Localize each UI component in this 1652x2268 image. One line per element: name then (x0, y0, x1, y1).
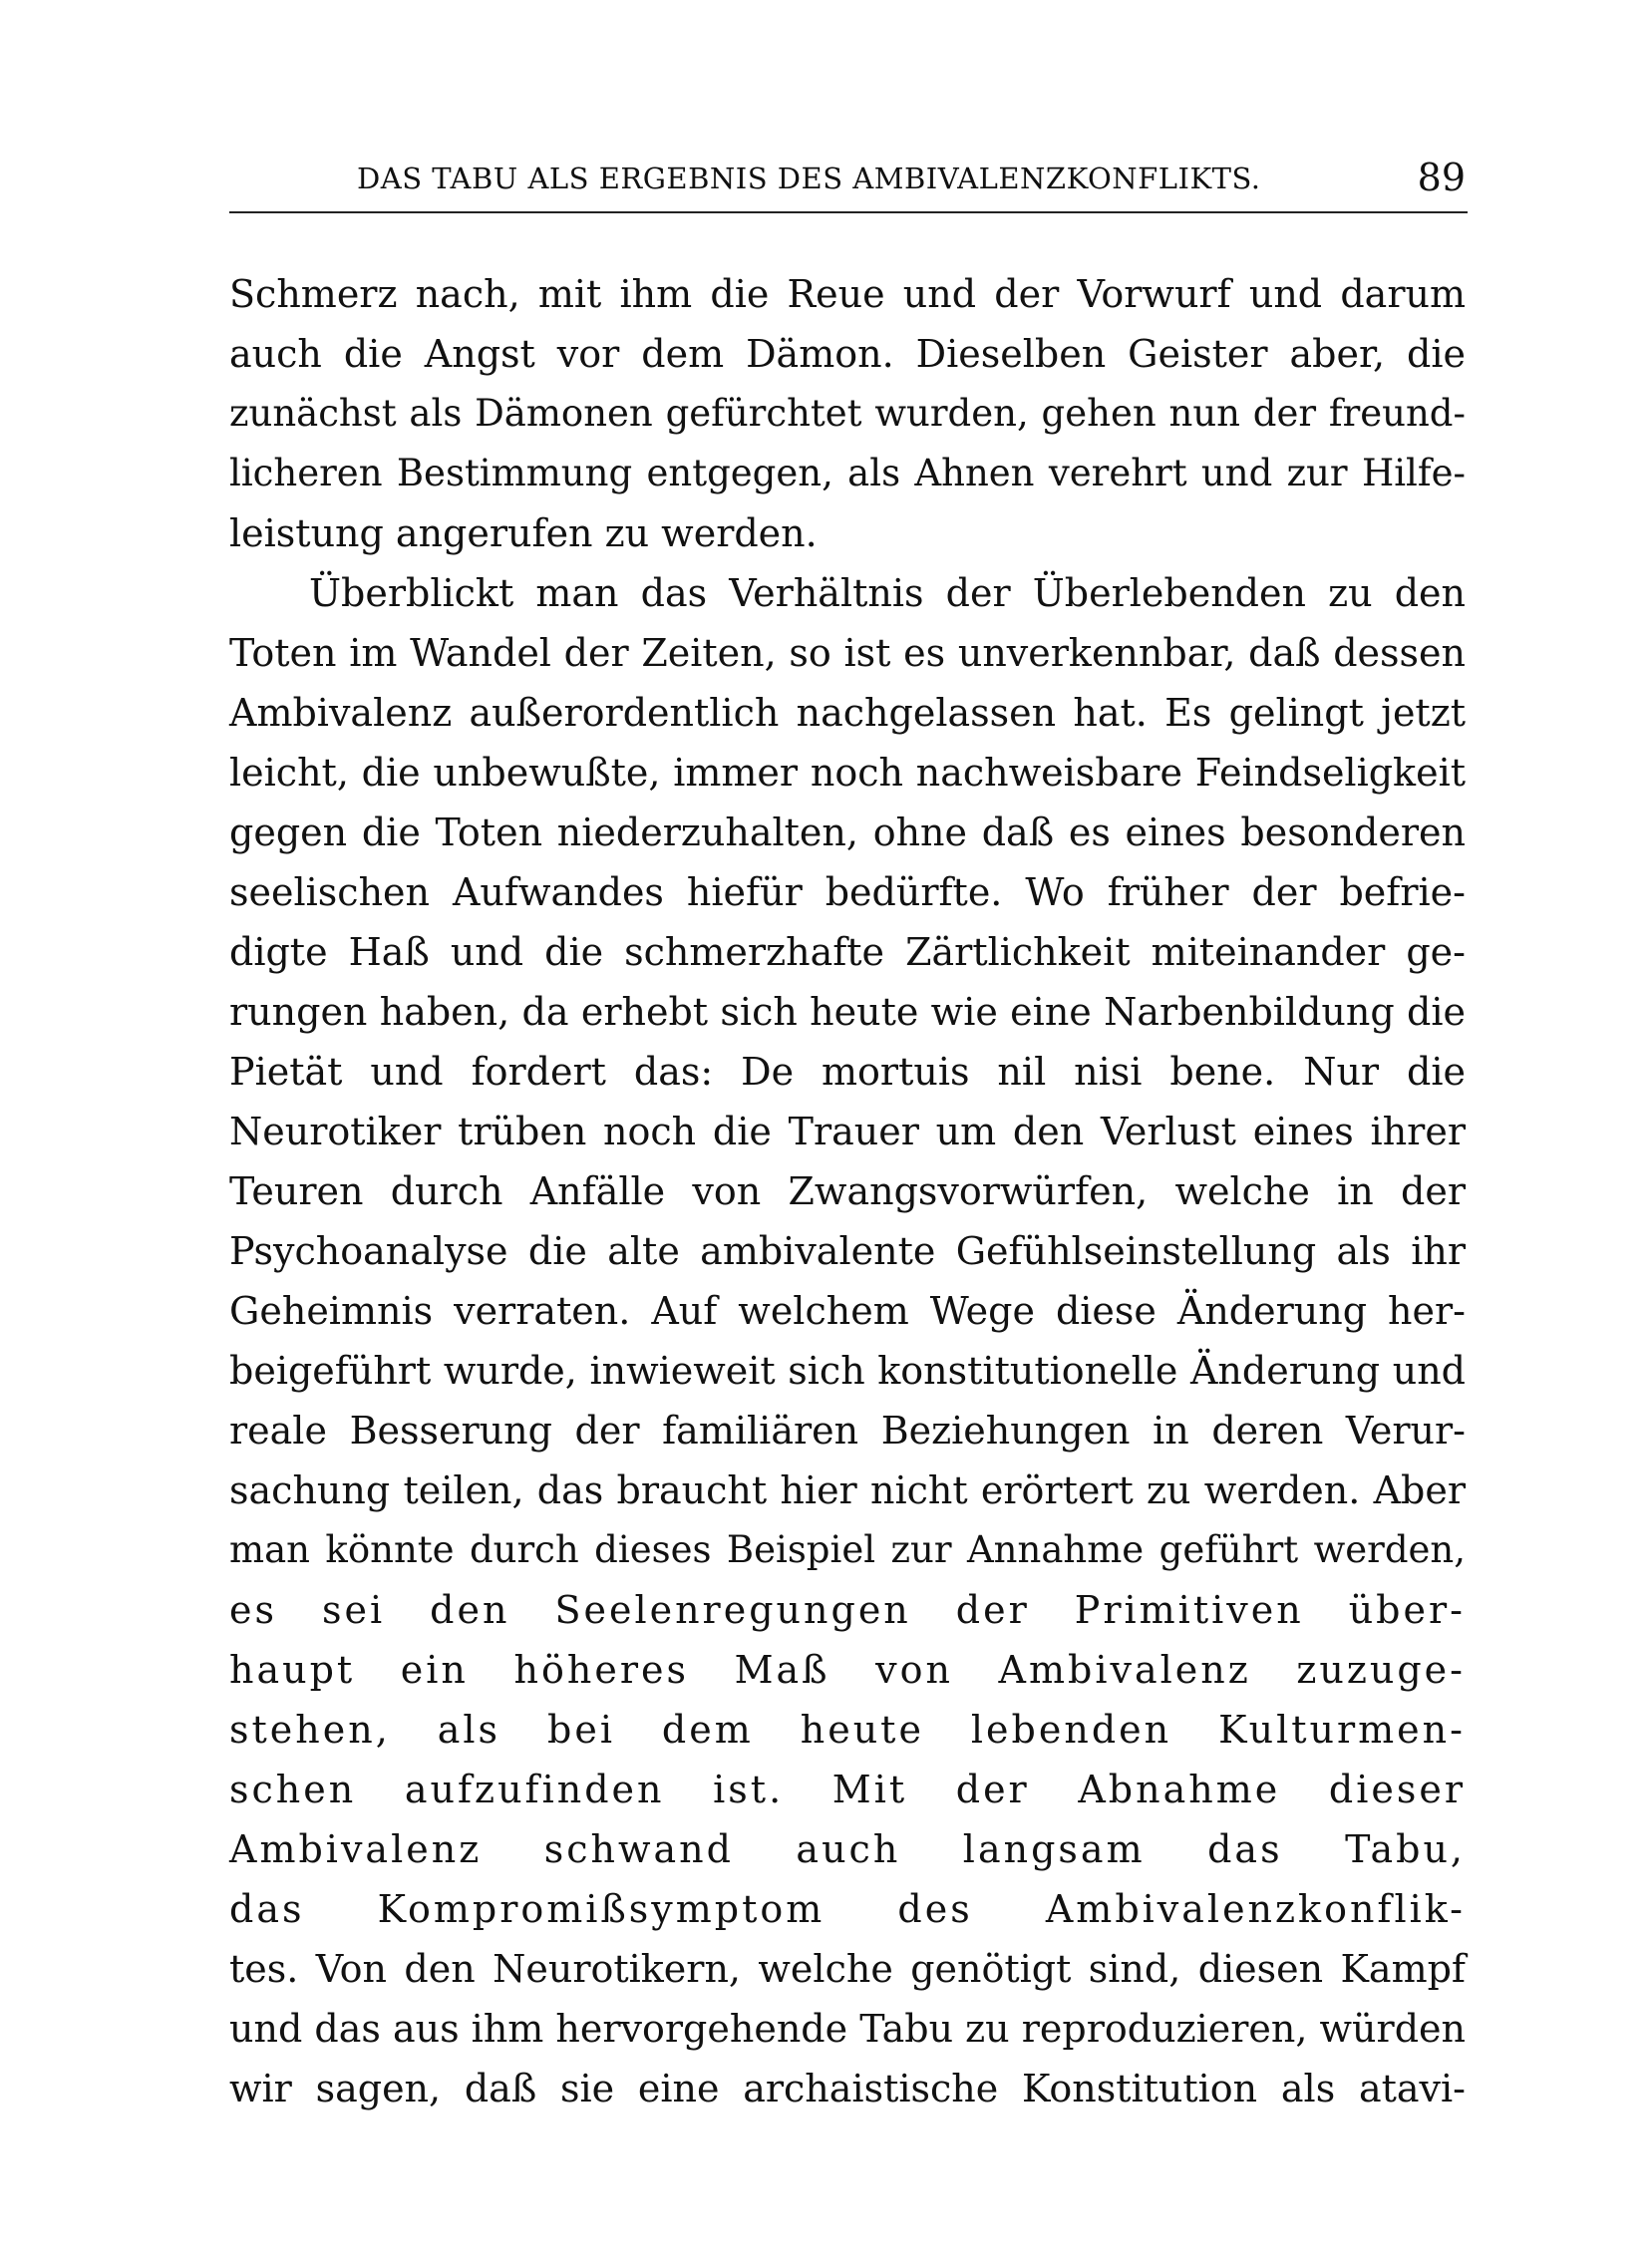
page-number: 89 (1417, 156, 1466, 199)
text-line: wir sagen, daß sie eine archaistische Konstitution als atavi- (229, 2067, 1466, 2110)
text-line: digte Haß und die schmerzhafte Zärtlichkeit miteinander ge- (229, 930, 1466, 974)
running-head (229, 150, 1466, 209)
text-line: Teuren durch Anfälle von Zwangsvorwürfen, welche in der (229, 1169, 1466, 1213)
spaced-text-line: haupt ein höheres Maß von Ambivalenz zuzuge- (229, 1648, 1466, 1692)
text-line: gegen die Toten niederzuhalten, ohne daß es eines besonderen (229, 810, 1466, 854)
running-title: DAS TABU ALS ERGEBNIS DES AMBIVALENZKONFLIKTS. (357, 162, 1261, 195)
spaced-text-line: das Kompromißsymptom des Ambivalenzkonflik- (229, 1887, 1466, 1931)
text-line: leicht, die unbewußte, immer noch nachweisbare Feindseligkeit (229, 751, 1466, 795)
text-line: sachung teilen, das braucht hier nicht erörtert zu werden. Aber (229, 1468, 1466, 1512)
text-line: licheren Bestimmung entgegen, als Ahnen verehrt und zur Hilfe- (229, 452, 1466, 494)
text-line: zunächst als Dämonen gefürchtet wurden, gehen nun der freund- (229, 392, 1466, 435)
spaced-text-line: Ambivalenz schwand auch langsam das Tabu, (229, 1827, 1466, 1871)
text-line: Psychoanalyse die alte ambivalente Gefühlseinstellung als ihr (229, 1229, 1466, 1273)
text-line: Geheimnis verraten. Auf welchem Wege diese Änderung her- (229, 1289, 1466, 1333)
header-rule (229, 211, 1468, 213)
text-line: tes. Von den Neurotikern, welche genötigt sind, diesen Kampf (229, 1947, 1466, 1991)
text-line: reale Besserung der familiären Beziehungen in deren Verur- (229, 1409, 1466, 1453)
text-line: man könnte durch dieses Beispiel zur Annahme geführt werden, (229, 1528, 1466, 1571)
spaced-text-line: es sei den Seelenregungen der Primitiven über- (229, 1588, 1466, 1632)
text-line: Neurotiker trüben noch die Trauer um den Verlust eines ihrer (229, 1110, 1466, 1153)
text-line: auch die Angst vor dem Dämon. Dieselben Geister aber, die (229, 332, 1466, 376)
text-line: Pietät und fordert das: De mortuis nil nisi bene. Nur die (229, 1050, 1466, 1094)
text-line: Schmerz nach, mit ihm die Reue und der Vorwurf und darum (229, 272, 1466, 316)
text-line: und das aus ihm hervorgehende Tabu zu reproduzieren, würden (229, 2007, 1466, 2051)
text-line: Toten im Wandel der Zeiten, so ist es unverkennbar, daß dessen (229, 631, 1466, 675)
body-text (229, 264, 1466, 2118)
text-line: beigeführt wurde, inwieweit sich konstitutionelle Änderung und (229, 1349, 1466, 1393)
paragraph-first-line: Überblickt man das Verhältnis der Überlebenden zu den (309, 571, 1466, 615)
spaced-text-line: schen aufzufinden ist. Mit der Abnahme dieser (229, 1768, 1466, 1811)
text-line: rungen haben, da erhebt sich heute wie eine Narbenbildung die (229, 990, 1466, 1034)
text-line: Ambivalenz außerordentlich nachgelassen hat. Es gelingt jetzt (229, 691, 1466, 735)
text-line: seelischen Aufwandes hiefür bedürfte. Wo früher der befrie- (229, 870, 1466, 914)
spaced-text-line: stehen, als bei dem heute lebenden Kulturmen- (229, 1708, 1466, 1752)
text-line: leistung angerufen zu werden. (229, 511, 818, 555)
